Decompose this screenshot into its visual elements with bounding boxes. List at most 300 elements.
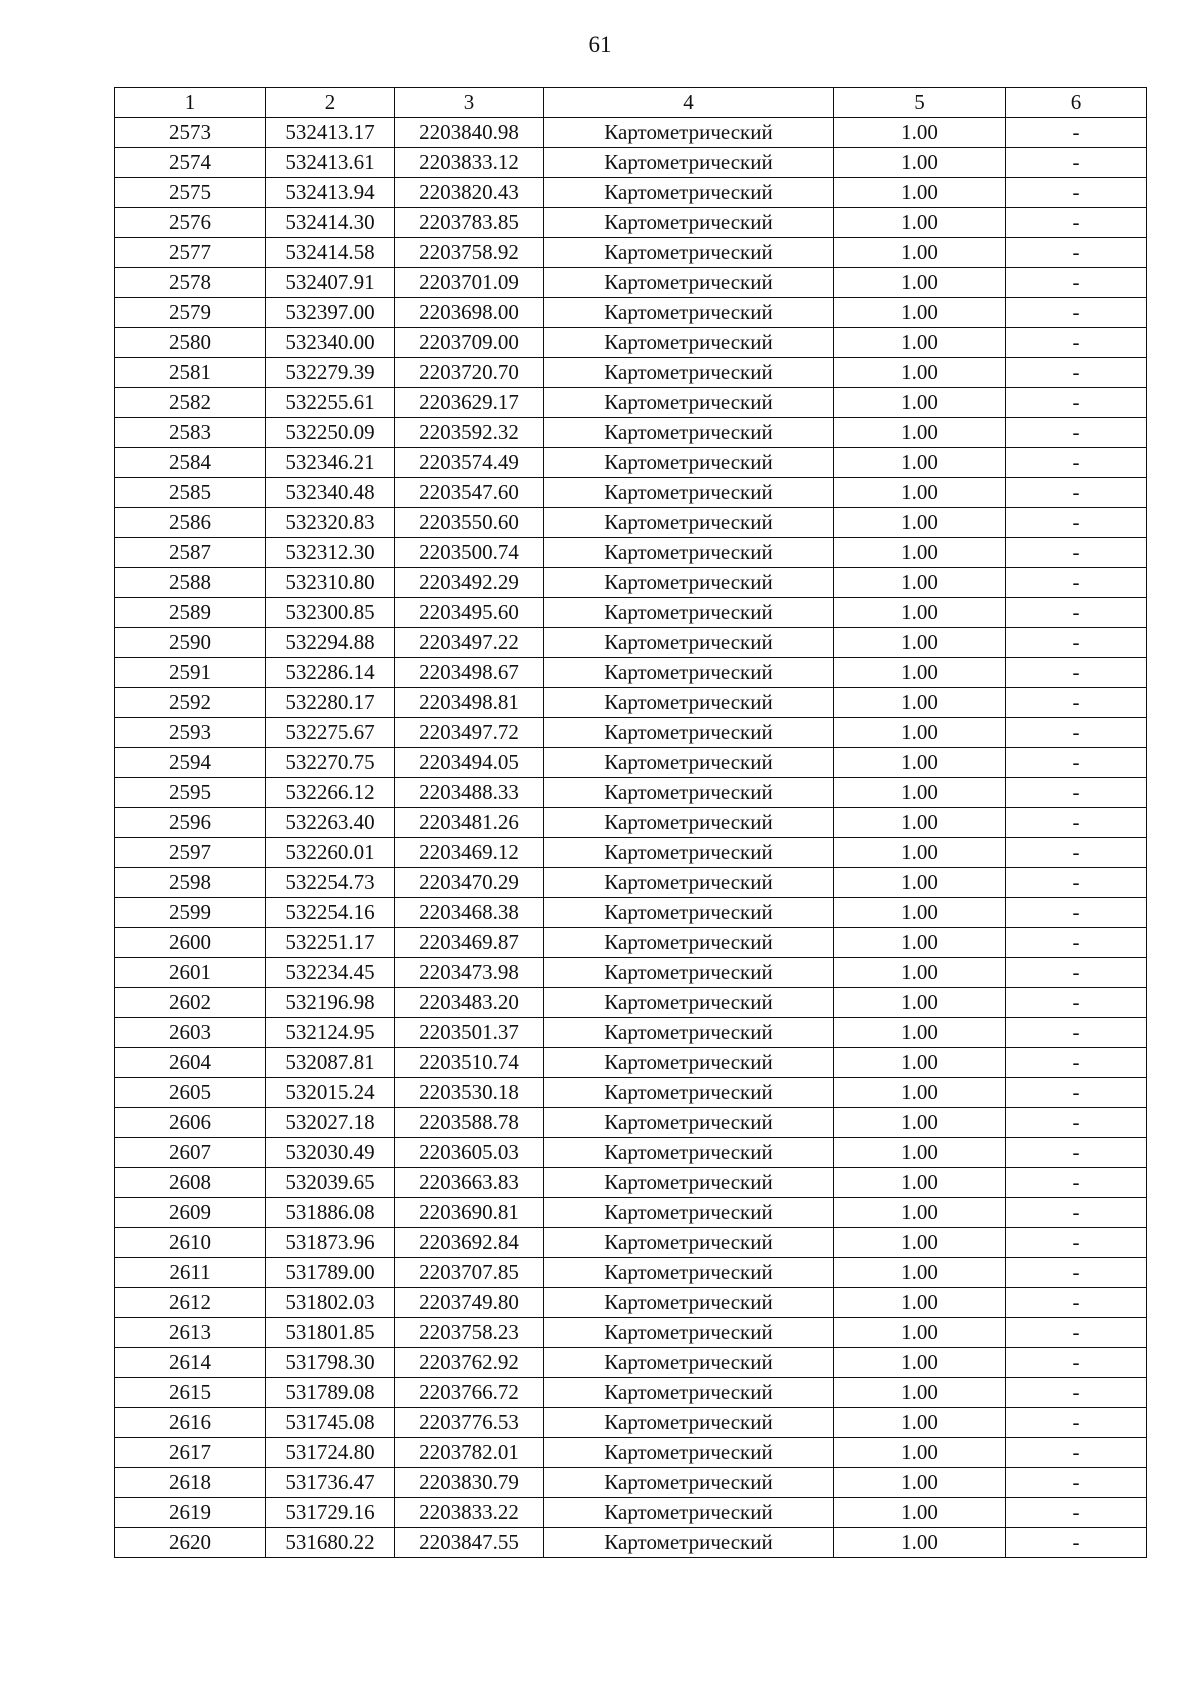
method-cell: Картометрический — [544, 718, 834, 748]
method-cell: Картометрический — [544, 298, 834, 328]
y-coordinate-cell: 2203469.87 — [395, 928, 544, 958]
method-cell: Картометрический — [544, 358, 834, 388]
description-cell: - — [1006, 658, 1147, 688]
point-number-cell: 2578 — [115, 268, 266, 298]
point-number-cell: 2620 — [115, 1528, 266, 1558]
method-cell: Картометрический — [544, 118, 834, 148]
accuracy-cell: 1.00 — [834, 1168, 1006, 1198]
table-row — [115, 1288, 1147, 1318]
x-coordinate-cell: 532015.24 — [266, 1078, 395, 1108]
description-cell: - — [1006, 1468, 1147, 1498]
x-coordinate-cell: 531729.16 — [266, 1498, 395, 1528]
description-cell: - — [1006, 1528, 1147, 1558]
accuracy-cell: 1.00 — [834, 1408, 1006, 1438]
point-number-cell: 2576 — [115, 208, 266, 238]
point-number-cell: 2610 — [115, 1228, 266, 1258]
point-number-cell: 2591 — [115, 658, 266, 688]
point-number-cell: 2582 — [115, 388, 266, 418]
point-number-cell: 2587 — [115, 538, 266, 568]
method-cell: Картометрический — [544, 1228, 834, 1258]
y-coordinate-cell: 2203783.85 — [395, 208, 544, 238]
table-row — [115, 1498, 1147, 1528]
y-coordinate-cell: 2203720.70 — [395, 358, 544, 388]
point-number-cell: 2592 — [115, 688, 266, 718]
x-coordinate-cell: 532087.81 — [266, 1048, 395, 1078]
point-number-cell: 2616 — [115, 1408, 266, 1438]
description-cell: - — [1006, 1078, 1147, 1108]
point-number-cell: 2619 — [115, 1498, 266, 1528]
table-row — [115, 268, 1147, 298]
x-coordinate-cell: 532263.40 — [266, 808, 395, 838]
y-coordinate-cell: 2203498.67 — [395, 658, 544, 688]
method-cell: Картометрический — [544, 1438, 834, 1468]
accuracy-cell: 1.00 — [834, 1318, 1006, 1348]
method-cell: Картометрический — [544, 1348, 834, 1378]
y-coordinate-cell: 2203494.05 — [395, 748, 544, 778]
accuracy-cell: 1.00 — [834, 1258, 1006, 1288]
table-row — [115, 388, 1147, 418]
accuracy-cell: 1.00 — [834, 208, 1006, 238]
x-coordinate-cell: 531789.08 — [266, 1378, 395, 1408]
accuracy-cell: 1.00 — [834, 778, 1006, 808]
accuracy-cell: 1.00 — [834, 118, 1006, 148]
x-coordinate-cell: 532320.83 — [266, 508, 395, 538]
accuracy-cell: 1.00 — [834, 388, 1006, 418]
accuracy-cell: 1.00 — [834, 688, 1006, 718]
x-coordinate-cell: 531736.47 — [266, 1468, 395, 1498]
x-coordinate-cell: 531798.30 — [266, 1348, 395, 1378]
accuracy-cell: 1.00 — [834, 238, 1006, 268]
accuracy-cell: 1.00 — [834, 418, 1006, 448]
y-coordinate-cell: 2203833.22 — [395, 1498, 544, 1528]
x-coordinate-cell: 532413.61 — [266, 148, 395, 178]
accuracy-cell: 1.00 — [834, 1228, 1006, 1258]
description-cell: - — [1006, 748, 1147, 778]
point-number-cell: 2588 — [115, 568, 266, 598]
method-cell: Картометрический — [544, 658, 834, 688]
x-coordinate-cell: 532310.80 — [266, 568, 395, 598]
table-row — [115, 748, 1147, 778]
accuracy-cell: 1.00 — [834, 838, 1006, 868]
description-cell: - — [1006, 1018, 1147, 1048]
accuracy-cell: 1.00 — [834, 1288, 1006, 1318]
x-coordinate-cell: 532254.16 — [266, 898, 395, 928]
table-row — [115, 1318, 1147, 1348]
accuracy-cell: 1.00 — [834, 1378, 1006, 1408]
method-cell: Картометрический — [544, 418, 834, 448]
description-cell: - — [1006, 478, 1147, 508]
method-cell: Картометрический — [544, 868, 834, 898]
accuracy-cell: 1.00 — [834, 1108, 1006, 1138]
point-number-cell: 2596 — [115, 808, 266, 838]
table-row — [115, 1078, 1147, 1108]
y-coordinate-cell: 2203692.84 — [395, 1228, 544, 1258]
x-coordinate-cell: 532294.88 — [266, 628, 395, 658]
method-cell: Картометрический — [544, 208, 834, 238]
y-coordinate-cell: 2203498.81 — [395, 688, 544, 718]
point-number-cell: 2577 — [115, 238, 266, 268]
point-number-cell: 2593 — [115, 718, 266, 748]
description-cell: - — [1006, 1198, 1147, 1228]
y-coordinate-cell: 2203605.03 — [395, 1138, 544, 1168]
method-cell: Картометрический — [544, 928, 834, 958]
accuracy-cell: 1.00 — [834, 358, 1006, 388]
y-coordinate-cell: 2203833.12 — [395, 148, 544, 178]
y-coordinate-cell: 2203483.20 — [395, 988, 544, 1018]
x-coordinate-cell: 532030.49 — [266, 1138, 395, 1168]
x-coordinate-cell: 532413.94 — [266, 178, 395, 208]
point-number-cell: 2583 — [115, 418, 266, 448]
y-coordinate-cell: 2203481.26 — [395, 808, 544, 838]
y-coordinate-cell: 2203820.43 — [395, 178, 544, 208]
x-coordinate-cell: 532027.18 — [266, 1108, 395, 1138]
y-coordinate-cell: 2203758.92 — [395, 238, 544, 268]
table-row — [115, 1018, 1147, 1048]
method-cell: Картометрический — [544, 388, 834, 418]
method-cell: Картометрический — [544, 688, 834, 718]
description-cell: - — [1006, 118, 1147, 148]
y-coordinate-cell: 2203847.55 — [395, 1528, 544, 1558]
y-coordinate-cell: 2203530.18 — [395, 1078, 544, 1108]
description-cell: - — [1006, 988, 1147, 1018]
y-coordinate-cell: 2203510.74 — [395, 1048, 544, 1078]
description-cell: - — [1006, 328, 1147, 358]
x-coordinate-cell: 531886.08 — [266, 1198, 395, 1228]
y-coordinate-cell: 2203468.38 — [395, 898, 544, 928]
description-cell: - — [1006, 358, 1147, 388]
y-coordinate-cell: 2203758.23 — [395, 1318, 544, 1348]
point-number-cell: 2590 — [115, 628, 266, 658]
table-row — [115, 838, 1147, 868]
x-coordinate-cell: 532270.75 — [266, 748, 395, 778]
description-cell: - — [1006, 1378, 1147, 1408]
accuracy-cell: 1.00 — [834, 328, 1006, 358]
x-coordinate-cell: 532312.30 — [266, 538, 395, 568]
column-header-6: 6 — [1006, 88, 1147, 118]
accuracy-cell: 1.00 — [834, 508, 1006, 538]
point-number-cell: 2603 — [115, 1018, 266, 1048]
method-cell: Картометрический — [544, 238, 834, 268]
table-row — [115, 1228, 1147, 1258]
method-cell: Картометрический — [544, 1048, 834, 1078]
x-coordinate-cell: 532414.58 — [266, 238, 395, 268]
method-cell: Картометрический — [544, 1018, 834, 1048]
description-cell: - — [1006, 958, 1147, 988]
table-row — [115, 508, 1147, 538]
point-number-cell: 2607 — [115, 1138, 266, 1168]
column-header-4: 4 — [544, 88, 834, 118]
accuracy-cell: 1.00 — [834, 988, 1006, 1018]
x-coordinate-cell: 532254.73 — [266, 868, 395, 898]
column-header-2: 2 — [266, 88, 395, 118]
header-row — [115, 88, 1147, 118]
description-cell: - — [1006, 688, 1147, 718]
y-coordinate-cell: 2203500.74 — [395, 538, 544, 568]
point-number-cell: 2585 — [115, 478, 266, 508]
accuracy-cell: 1.00 — [834, 268, 1006, 298]
method-cell: Картометрический — [544, 1318, 834, 1348]
method-cell: Картометрический — [544, 1198, 834, 1228]
method-cell: Картометрический — [544, 898, 834, 928]
y-coordinate-cell: 2203550.60 — [395, 508, 544, 538]
table-row — [115, 208, 1147, 238]
accuracy-cell: 1.00 — [834, 298, 1006, 328]
method-cell: Картометрический — [544, 1258, 834, 1288]
table-row — [115, 148, 1147, 178]
method-cell: Картометрический — [544, 1108, 834, 1138]
accuracy-cell: 1.00 — [834, 1198, 1006, 1228]
y-coordinate-cell: 2203588.78 — [395, 1108, 544, 1138]
y-coordinate-cell: 2203488.33 — [395, 778, 544, 808]
x-coordinate-cell: 532250.09 — [266, 418, 395, 448]
accuracy-cell: 1.00 — [834, 808, 1006, 838]
description-cell: - — [1006, 718, 1147, 748]
point-number-cell: 2594 — [115, 748, 266, 778]
table-row — [115, 1438, 1147, 1468]
description-cell: - — [1006, 1498, 1147, 1528]
method-cell: Картометрический — [544, 1408, 834, 1438]
point-number-cell: 2599 — [115, 898, 266, 928]
description-cell: - — [1006, 1408, 1147, 1438]
x-coordinate-cell: 531802.03 — [266, 1288, 395, 1318]
table-row — [115, 358, 1147, 388]
table-row — [115, 1528, 1147, 1558]
column-header-3: 3 — [395, 88, 544, 118]
table-row — [115, 928, 1147, 958]
x-coordinate-cell: 531745.08 — [266, 1408, 395, 1438]
y-coordinate-cell: 2203707.85 — [395, 1258, 544, 1288]
y-coordinate-cell: 2203749.80 — [395, 1288, 544, 1318]
description-cell: - — [1006, 898, 1147, 928]
coordinates-table — [114, 87, 1147, 1558]
table-header — [115, 88, 1147, 118]
description-cell: - — [1006, 1048, 1147, 1078]
point-number-cell: 2600 — [115, 928, 266, 958]
accuracy-cell: 1.00 — [834, 1138, 1006, 1168]
method-cell: Картометрический — [544, 1468, 834, 1498]
table-row — [115, 1378, 1147, 1408]
x-coordinate-cell: 532397.00 — [266, 298, 395, 328]
accuracy-cell: 1.00 — [834, 748, 1006, 778]
method-cell: Картометрический — [544, 748, 834, 778]
method-cell: Картометрический — [544, 988, 834, 1018]
accuracy-cell: 1.00 — [834, 628, 1006, 658]
y-coordinate-cell: 2203574.49 — [395, 448, 544, 478]
accuracy-cell: 1.00 — [834, 718, 1006, 748]
table-row — [115, 718, 1147, 748]
accuracy-cell: 1.00 — [834, 1468, 1006, 1498]
x-coordinate-cell: 532340.48 — [266, 478, 395, 508]
y-coordinate-cell: 2203776.53 — [395, 1408, 544, 1438]
method-cell: Картометрический — [544, 808, 834, 838]
x-coordinate-cell: 531789.00 — [266, 1258, 395, 1288]
accuracy-cell: 1.00 — [834, 1348, 1006, 1378]
description-cell: - — [1006, 1288, 1147, 1318]
y-coordinate-cell: 2203492.29 — [395, 568, 544, 598]
x-coordinate-cell: 532124.95 — [266, 1018, 395, 1048]
table-row — [115, 118, 1147, 148]
point-number-cell: 2608 — [115, 1168, 266, 1198]
method-cell: Картометрический — [544, 478, 834, 508]
method-cell: Картометрический — [544, 838, 834, 868]
point-number-cell: 2606 — [115, 1108, 266, 1138]
description-cell: - — [1006, 1228, 1147, 1258]
accuracy-cell: 1.00 — [834, 538, 1006, 568]
accuracy-cell: 1.00 — [834, 478, 1006, 508]
y-coordinate-cell: 2203629.17 — [395, 388, 544, 418]
point-number-cell: 2618 — [115, 1468, 266, 1498]
x-coordinate-cell: 531873.96 — [266, 1228, 395, 1258]
description-cell: - — [1006, 388, 1147, 418]
accuracy-cell: 1.00 — [834, 658, 1006, 688]
method-cell: Картометрический — [544, 1378, 834, 1408]
x-coordinate-cell: 532251.17 — [266, 928, 395, 958]
method-cell: Картометрический — [544, 628, 834, 658]
point-number-cell: 2613 — [115, 1318, 266, 1348]
accuracy-cell: 1.00 — [834, 148, 1006, 178]
description-cell: - — [1006, 778, 1147, 808]
y-coordinate-cell: 2203497.22 — [395, 628, 544, 658]
table-row — [115, 958, 1147, 988]
y-coordinate-cell: 2203690.81 — [395, 1198, 544, 1228]
point-number-cell: 2597 — [115, 838, 266, 868]
point-number-cell: 2579 — [115, 298, 266, 328]
description-cell: - — [1006, 268, 1147, 298]
x-coordinate-cell: 532260.01 — [266, 838, 395, 868]
table-row — [115, 568, 1147, 598]
x-coordinate-cell: 532255.61 — [266, 388, 395, 418]
point-number-cell: 2609 — [115, 1198, 266, 1228]
method-cell: Картометрический — [544, 598, 834, 628]
table-row — [115, 808, 1147, 838]
table-row — [115, 688, 1147, 718]
x-coordinate-cell: 532279.39 — [266, 358, 395, 388]
table-row — [115, 178, 1147, 208]
point-number-cell: 2604 — [115, 1048, 266, 1078]
table-row — [115, 868, 1147, 898]
y-coordinate-cell: 2203698.00 — [395, 298, 544, 328]
accuracy-cell: 1.00 — [834, 448, 1006, 478]
x-coordinate-cell: 532196.98 — [266, 988, 395, 1018]
x-coordinate-cell: 532414.30 — [266, 208, 395, 238]
table-row — [115, 1108, 1147, 1138]
description-cell: - — [1006, 298, 1147, 328]
point-number-cell: 2595 — [115, 778, 266, 808]
x-coordinate-cell: 532234.45 — [266, 958, 395, 988]
y-coordinate-cell: 2203473.98 — [395, 958, 544, 988]
x-coordinate-cell: 532346.21 — [266, 448, 395, 478]
point-number-cell: 2612 — [115, 1288, 266, 1318]
x-coordinate-cell: 532266.12 — [266, 778, 395, 808]
method-cell: Картометрический — [544, 328, 834, 358]
method-cell: Картометрический — [544, 778, 834, 808]
description-cell: - — [1006, 538, 1147, 568]
point-number-cell: 2586 — [115, 508, 266, 538]
point-number-cell: 2573 — [115, 118, 266, 148]
table-row — [115, 1348, 1147, 1378]
table-row — [115, 1408, 1147, 1438]
y-coordinate-cell: 2203470.29 — [395, 868, 544, 898]
method-cell: Картометрический — [544, 538, 834, 568]
x-coordinate-cell: 532286.14 — [266, 658, 395, 688]
y-coordinate-cell: 2203469.12 — [395, 838, 544, 868]
accuracy-cell: 1.00 — [834, 1498, 1006, 1528]
y-coordinate-cell: 2203501.37 — [395, 1018, 544, 1048]
accuracy-cell: 1.00 — [834, 1078, 1006, 1108]
method-cell: Картометрический — [544, 268, 834, 298]
x-coordinate-cell: 532340.00 — [266, 328, 395, 358]
table-row — [115, 538, 1147, 568]
x-coordinate-cell: 532300.85 — [266, 598, 395, 628]
accuracy-cell: 1.00 — [834, 1048, 1006, 1078]
accuracy-cell: 1.00 — [834, 568, 1006, 598]
table-row — [115, 238, 1147, 268]
x-coordinate-cell: 531801.85 — [266, 1318, 395, 1348]
accuracy-cell: 1.00 — [834, 868, 1006, 898]
description-cell: - — [1006, 628, 1147, 658]
point-number-cell: 2615 — [115, 1378, 266, 1408]
x-coordinate-cell: 532407.91 — [266, 268, 395, 298]
description-cell: - — [1006, 418, 1147, 448]
description-cell: - — [1006, 838, 1147, 868]
point-number-cell: 2602 — [115, 988, 266, 1018]
description-cell: - — [1006, 1138, 1147, 1168]
method-cell: Картометрический — [544, 1498, 834, 1528]
accuracy-cell: 1.00 — [834, 178, 1006, 208]
accuracy-cell: 1.00 — [834, 898, 1006, 928]
description-cell: - — [1006, 1168, 1147, 1198]
x-coordinate-cell: 532039.65 — [266, 1168, 395, 1198]
x-coordinate-cell: 532413.17 — [266, 118, 395, 148]
y-coordinate-cell: 2203766.72 — [395, 1378, 544, 1408]
method-cell: Картометрический — [544, 1168, 834, 1198]
table-row — [115, 478, 1147, 508]
y-coordinate-cell: 2203782.01 — [395, 1438, 544, 1468]
table-row — [115, 658, 1147, 688]
point-number-cell: 2589 — [115, 598, 266, 628]
point-number-cell: 2614 — [115, 1348, 266, 1378]
description-cell: - — [1006, 1348, 1147, 1378]
column-header-1: 1 — [115, 88, 266, 118]
method-cell: Картометрический — [544, 148, 834, 178]
y-coordinate-cell: 2203701.09 — [395, 268, 544, 298]
point-number-cell: 2575 — [115, 178, 266, 208]
description-cell: - — [1006, 1108, 1147, 1138]
column-header-5: 5 — [834, 88, 1006, 118]
description-cell: - — [1006, 928, 1147, 958]
accuracy-cell: 1.00 — [834, 1438, 1006, 1468]
y-coordinate-cell: 2203497.72 — [395, 718, 544, 748]
page-number: 61 — [588, 32, 612, 57]
y-coordinate-cell: 2203709.00 — [395, 328, 544, 358]
point-number-cell: 2584 — [115, 448, 266, 478]
point-number-cell: 2581 — [115, 358, 266, 388]
table-row — [115, 298, 1147, 328]
table-row — [115, 448, 1147, 478]
method-cell: Картометрический — [544, 1138, 834, 1168]
table-row — [115, 1138, 1147, 1168]
table-row — [115, 1048, 1147, 1078]
table-body — [115, 118, 1147, 1558]
y-coordinate-cell: 2203663.83 — [395, 1168, 544, 1198]
point-number-cell: 2580 — [115, 328, 266, 358]
y-coordinate-cell: 2203840.98 — [395, 118, 544, 148]
table-row — [115, 628, 1147, 658]
description-cell: - — [1006, 208, 1147, 238]
table-row — [115, 598, 1147, 628]
accuracy-cell: 1.00 — [834, 1018, 1006, 1048]
method-cell: Картометрический — [544, 1528, 834, 1558]
